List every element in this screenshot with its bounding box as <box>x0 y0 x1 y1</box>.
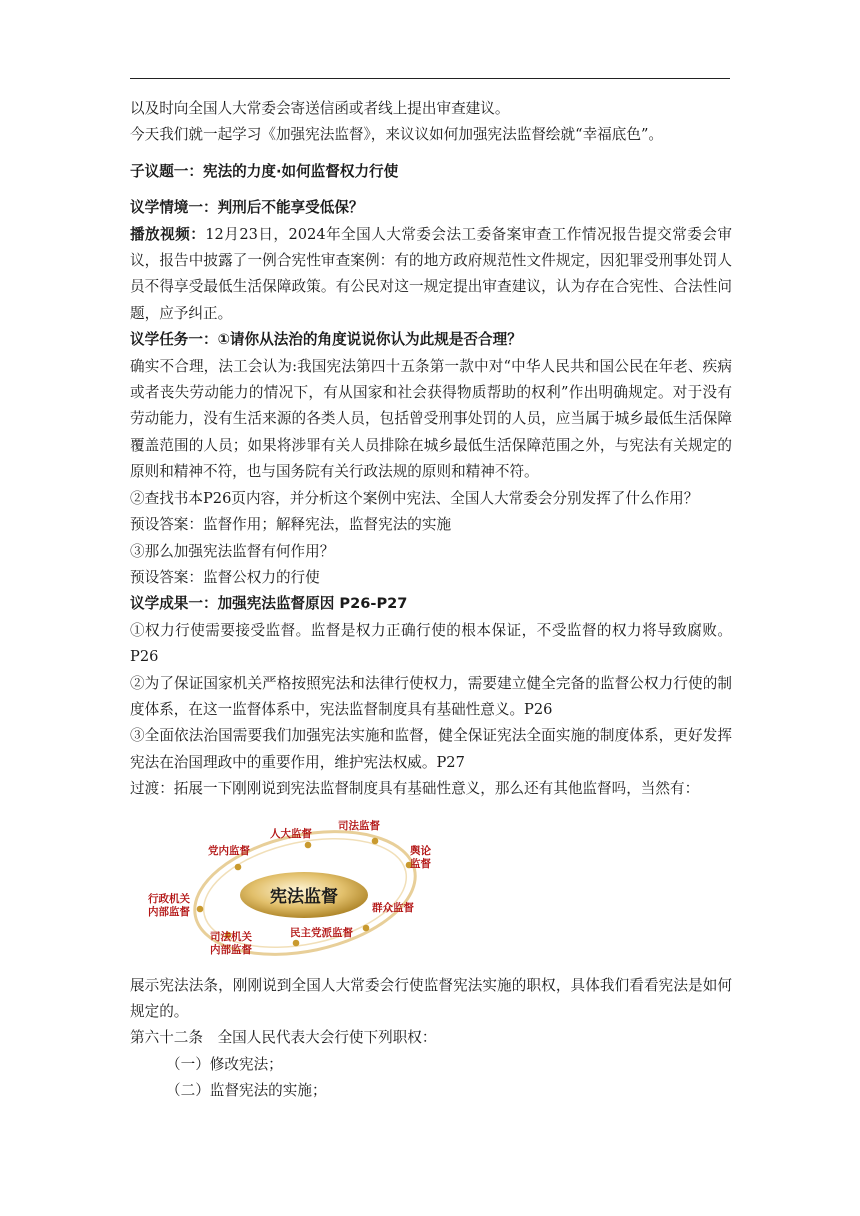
answer-2: 预设答案：监督作用；解释宪法，监督宪法的实施 <box>130 516 452 534</box>
subtopic-heading: 子议题一：宪法的力度·如何监督权力行使 <box>130 162 399 180</box>
node-npc: 人大监督 <box>270 827 312 840</box>
answer-paragraph: 确实不合理，法工会认为:我国宪法第四十五条第一款中对“中华人民共和国公民在年老、疾病或者丧失劳动能力的情况下，有从国家和社会获得物质帮助的权利”作出明确规定。对于没有劳动能力，没有生活来源的各类人员，包括曾受刑事处罚的人员，应当属于城乡最低生活保障覆盖范围的人员；如果将涉罪有关人员排除在城乡最低生活保障范围之外，与宪法有关规定的原则和精神不符，也与国务院有关行政法规的原则和精神不符。 <box>130 357 732 481</box>
paragraph: 今天我们就一起学习《加强宪法监督》，来议议如何加强宪法监督绘就“幸福底色”。 <box>130 126 663 144</box>
article-item-2: （二）监督宪法的实施； <box>166 1082 327 1100</box>
node-dot-judicial <box>372 837 379 844</box>
scenario-heading: 议学情境一：判刑后不能享受低保？ <box>130 199 364 217</box>
supervision-diagram <box>130 805 732 961</box>
node-dot-admin-internal <box>197 905 204 912</box>
article-heading: 第六十二条 全国人民代表大会行使下列职权： <box>130 1029 437 1047</box>
paragraph: 展示宪法法条，刚刚说到全国人大常委会行使监督宪法实施的职权，具体我们看看宪法是如何规定的。 <box>130 976 732 1020</box>
video-text: 12月23日，2024年全国人大常委会法工委备案审查工作情况报告提交常委会审议，报告中披露了一例合宪性审查案例：有的地方政府规范性文件规定，因犯罪受刑事处罚人员不得享受最低生活保障政策。有公民对这一规定提出审查建议，认为存在合宪性、合法性问题，应予纠正。 <box>130 225 732 322</box>
node-dot-party <box>235 863 242 870</box>
result-item-1: ①权力行使需要接受监督。监督是权力正确行使的根本保证，不受监督的权力将导致腐败。P26 <box>130 621 732 666</box>
result-item-2: ②为了保证国家机关严格按照宪法和法律行使权力，需要建立健全完备的监督公权力行使的制度体系，在这一监督体系中，宪法监督制度具有基础性意义。P26 <box>130 674 732 718</box>
node-judicial: 司法监督 <box>338 819 380 832</box>
node-opinion: 舆论 监督 <box>410 844 431 870</box>
node-dot-democratic <box>293 939 300 946</box>
document-body <box>130 96 732 1105</box>
header-rule <box>130 78 730 79</box>
question-3: ③那么加强宪法监督有何作用？ <box>130 542 335 560</box>
video-paragraph <box>130 222 732 328</box>
center-label: 宪法监督 <box>270 886 338 907</box>
transition-paragraph: 过渡：拓展一下刚刚说到宪法监督制度具有基础性意义，那么还有其他监督吗，当然有： <box>130 780 700 798</box>
question-2: ②查找书本P26页内容，并分析这个案例中宪法、全国人大常委会分别发挥了什么作用？ <box>130 489 699 507</box>
node-admin-internal: 行政机关 内部监督 <box>148 892 190 918</box>
article-item-1: （一）修改宪法； <box>166 1055 283 1073</box>
video-label: 播放视频： <box>130 225 206 243</box>
task-heading: 议学任务一：①请你从法治的角度说说你认为此规是否合理？ <box>130 331 522 349</box>
node-mass: 群众监督 <box>372 901 414 914</box>
answer-3: 预设答案：监督公权力的行使 <box>130 568 320 586</box>
node-party: 党内监督 <box>208 844 250 857</box>
result-item-3: ③全面依法治国需要我们加强宪法实施和监督，健全保证宪法全面实施的制度体系，更好发挥宪法在治国理政中的重要作用，维护宪法权威。P27 <box>130 727 732 771</box>
result-heading: 议学成果一：加强宪法监督原因 P26-P27 <box>130 595 408 613</box>
paragraph: 以及时向全国人大常委会寄送信函或者线上提出审查建议。 <box>130 100 510 117</box>
node-dot-npc <box>305 841 312 848</box>
node-democratic: 民主党派监督 <box>290 926 353 939</box>
node-judicial-internal: 司法机关 内部监督 <box>210 930 252 956</box>
node-dot-mass <box>363 924 370 931</box>
